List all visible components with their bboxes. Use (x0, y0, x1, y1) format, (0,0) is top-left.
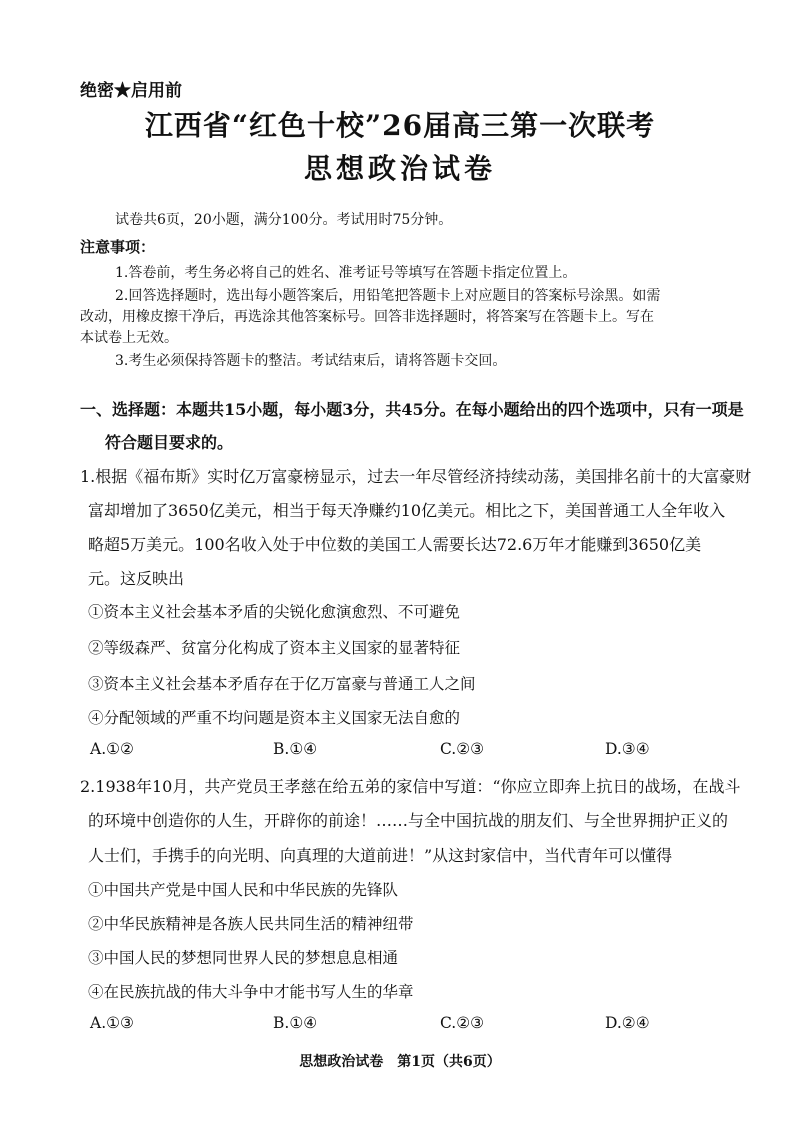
question-2-option-2: ②中华民族精神是各族人民共同生活的精神纽带 (88, 915, 414, 933)
subject-title: 思想政治试卷 (303, 152, 496, 185)
question-2-choice-c: C.②③ (440, 1014, 485, 1032)
question-2-choice-d: D.②④ (605, 1014, 650, 1032)
question-2-choice-a: A.①③ (90, 1014, 134, 1032)
question-1-option-2: ②等级森严、贫富分化构成了资本主义国家的显著特征 (88, 639, 461, 657)
page-footer: 思想政治试卷 第1页（共6页） (299, 1054, 501, 1070)
exam-info: 试卷共6页，20小题，满分100分。考试用时75分钟。 (115, 212, 453, 228)
notice-item-2-line-1: 2.回答选择题时，选出每小题答案后，用铅笔把答题卡上对应题目的答案标号涂黑。如需 (115, 288, 661, 304)
question-2-option-4: ④在民族抗战的伟大斗争中才能书写人生的华章 (88, 983, 414, 1001)
section-heading-continued: 符合题目要求的。 (105, 433, 234, 452)
question-1-option-3: ③资本主义社会基本矛盾存在于亿万富豪与普通工人之间 (88, 675, 476, 693)
question-1-choice-d: D.③④ (605, 740, 650, 758)
section-heading: 一、选择题：本题共15小题，每小题3分，共45分。在每小题给出的四个选项中，只有一项是 (80, 400, 744, 419)
notice-item-2-line-2: 改动，用橡皮擦干净后，再选涂其他答案标号。回答非选择题时，将答案写在答题卡上。写在 (80, 309, 654, 325)
notice-heading: 注意事项： (80, 238, 156, 256)
question-2-choice-b: B.①④ (273, 1014, 318, 1032)
question-1-choice-a: A.①② (90, 740, 134, 758)
notice-item-3: 3.考生必须保持答题卡的整洁。考试结束后，请将答题卡交回。 (115, 353, 507, 369)
confidential-label: 绝密★启用前 (80, 81, 182, 101)
exam-title: 江西省“红色十校”26届高三第一次联考 (144, 109, 656, 142)
question-1-choice-c: C.②③ (440, 740, 485, 758)
question-1-line-3: 略超5万美元。100名收入处于中位数的美国工人需要长达72.6万年才能赚到3650亿美 (88, 535, 702, 554)
question-1-choice-b: B.①④ (273, 740, 318, 758)
question-1-line-4: 元。这反映出 (88, 569, 185, 588)
notice-item-1: 1.答卷前，考生务必将自己的姓名、准考证号等填写在答题卡指定位置上。 (115, 265, 577, 281)
notice-item-2-line-3: 本试卷上无效。 (80, 330, 178, 346)
question-2-line-1: 2.1938年10月，共产党员王孝慈在给五弟的家信中写道：“你应立即奔上抗日的战场，在战斗 (80, 777, 741, 796)
question-1-line-1: 1.根据《福布斯》实时亿万富豪榜显示，过去一年尽管经济持续动荡，美国排名前十的大富豪财 (80, 467, 752, 486)
question-2-option-1: ①中国共产党是中国人民和中华民族的先锋队 (88, 881, 399, 899)
question-2-option-3: ③中国人民的梦想同世界人民的梦想息息相通 (88, 949, 399, 967)
question-1-option-1: ①资本主义社会基本矛盾的尖锐化愈演愈烈、不可避免 (88, 603, 461, 621)
question-1-line-2: 富却增加了3650亿美元，相当于每天净赚约10亿美元。相比之下，美国普通工人全年收入 (88, 501, 726, 520)
question-1-option-4: ④分配领域的严重不均问题是资本主义国家无法自愈的 (88, 709, 461, 727)
question-2-line-3: 人士们，手携手的向光明、向真理的大道前进！”从这封家信中，当代青年可以懂得 (88, 846, 673, 865)
question-2-line-2: 的环境中创造你的人生，开辟你的前途！……与全中国抗战的朋友们、与全世界拥护正义的 (88, 811, 729, 830)
